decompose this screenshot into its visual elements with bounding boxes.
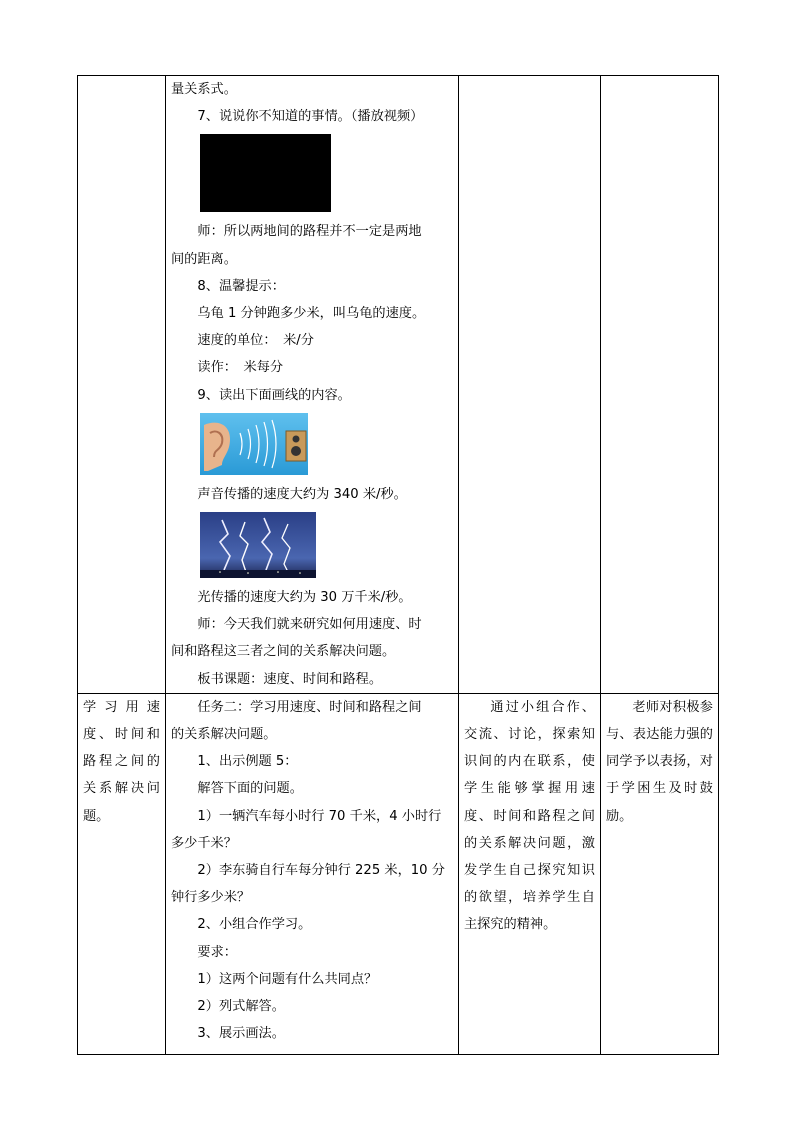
- lightning-image: [171, 512, 453, 578]
- text-line: 2）李东骑自行车每分钟行 225 米，10 分: [197, 863, 445, 879]
- intent-text: 通过小组合作、交流、讨论，探索知识间的内在联系，使学生能够掌握用速度、时间和路程之间的关系解决问题，激发学生自己探究知识的欲望，培养学生自主探究的精神。: [464, 699, 595, 933]
- text-line: 板书课题：速度、时间和路程。: [197, 671, 383, 687]
- text-line: 师：今天我们就来研究如何用速度、时: [197, 617, 422, 633]
- evaluation-text: 老师对积极参与、表达能力强的同学予以表扬，对于学困生及时鼓励。: [606, 699, 713, 824]
- text-line: 2）列式解答。: [197, 999, 285, 1015]
- text-line: 解答下面的问题。: [197, 781, 303, 797]
- video-player[interactable]: [200, 134, 331, 212]
- evaluation-cell: [601, 76, 719, 694]
- text-line: 钟行多少米？: [171, 890, 251, 906]
- text-line: 1）这两个问题有什么共同点？: [197, 971, 378, 987]
- table-row: [78, 693, 719, 1054]
- text-line: 间和路程这三者之间的关系解决问题。: [171, 644, 396, 660]
- text-line: 7、说说你不知道的事情。（播放视频）: [197, 109, 424, 125]
- stage-text: 学习用速度、时间和路程之间的关系解决问题。: [83, 699, 160, 824]
- text-line: 3、展示画法。: [197, 1026, 285, 1042]
- text-line: 乌龟 1 分钟跑多少米，叫乌龟的速度。: [197, 306, 426, 322]
- table-row: [78, 76, 719, 694]
- intent-cell: [459, 693, 601, 1054]
- text-line: 1、出示例题 5：: [197, 754, 298, 770]
- text-line: 声音传播的速度大约为 340 米/秒。: [197, 486, 407, 502]
- text-line: 9、读出下面画线的内容。: [197, 387, 351, 403]
- text-line: 8、温馨提示：: [197, 278, 285, 294]
- video-frame[interactable]: [171, 134, 453, 212]
- text-line: 速度的单位： 米/分: [197, 333, 314, 349]
- text-line: 要求：: [197, 944, 237, 960]
- stage-cell: [78, 693, 166, 1054]
- text-line: 间的距离。: [171, 251, 237, 267]
- text-line: 量关系式。: [171, 82, 237, 97]
- text-line: 多少千米？: [171, 835, 237, 851]
- text-line: 任务二：学习用速度、时间和路程之间: [197, 699, 422, 715]
- text-line: 的关系解决问题。: [171, 727, 277, 743]
- activity-cell: [166, 76, 459, 694]
- lesson-plan-table: [77, 75, 719, 1055]
- lightning-photo: [200, 512, 316, 578]
- stage-cell: [78, 76, 166, 694]
- sound-image: [171, 413, 453, 475]
- text-line: 光传播的速度大约为 30 万千米/秒。: [197, 590, 412, 606]
- text-line: 师：所以两地间的路程并不一定是两地: [197, 224, 422, 240]
- text-line: 读作： 米每分: [197, 360, 284, 376]
- intent-cell: [459, 76, 601, 694]
- activity-cell: [166, 693, 459, 1054]
- evaluation-cell: [601, 693, 719, 1054]
- ear-speaker-image: [200, 413, 308, 475]
- text-line: 2、小组合作学习。: [197, 917, 312, 933]
- text-line: 1）一辆汽车每小时行 70 千米，4 小时行: [197, 808, 442, 824]
